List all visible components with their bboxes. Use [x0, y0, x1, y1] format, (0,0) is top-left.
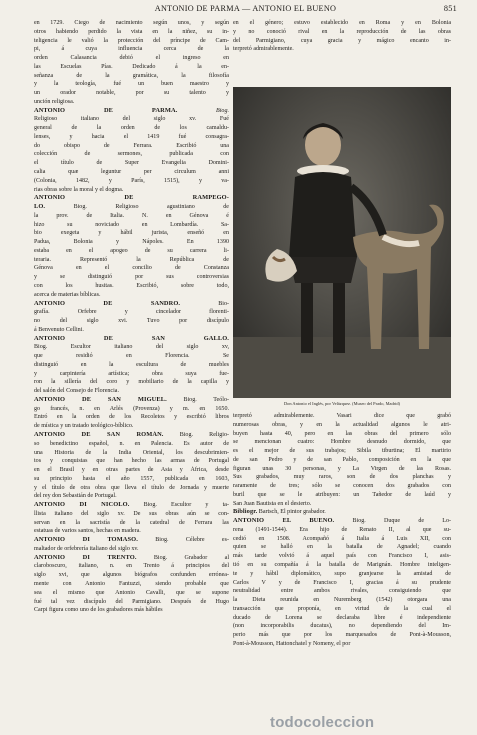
entry-text: Biog. Escultor y ta-: [129, 502, 229, 509]
text-line: [233, 596, 451, 605]
text-line: [34, 264, 229, 273]
text-line: [34, 150, 229, 159]
text-line: [233, 614, 451, 623]
text-line: [34, 107, 229, 116]
text-line: [34, 194, 229, 203]
entry-headword: ANTONIO DI NICOLO.: [34, 501, 130, 509]
text-line: [233, 37, 451, 46]
entry-text: terpretó admirablemente.: [233, 46, 294, 53]
entry-text: numerosas obras, y en la actualidad algunos le atri-: [233, 421, 451, 428]
entry-text: Pont-à-Mousson, Hattonchatel y Nomeny, el por: [233, 640, 351, 647]
text-line: [34, 186, 229, 195]
entry-text: Sus grabados, muy raros, son de dos planchas y: [233, 474, 451, 481]
text-line: [34, 37, 229, 46]
text-line: [34, 510, 229, 519]
entry-text: de san Pedro y de san Pablo, composición en la que: [233, 456, 451, 463]
entry-text: teraria. Representó la República de: [34, 256, 229, 263]
text-line: [34, 536, 229, 545]
text-line: [233, 421, 451, 430]
text-line: [34, 28, 229, 37]
text-line: [233, 631, 451, 640]
text-line: [34, 422, 229, 431]
entry-headword: ANTONIO DE PARMA.: [34, 106, 178, 114]
entry-text: Carlos V y de Francisco I, gracias á su prudente: [233, 579, 451, 586]
entry-headword: ANTONIO DE SAN MIGUEL.: [34, 395, 167, 403]
text-line: [34, 335, 229, 344]
text-line: [34, 370, 229, 379]
text-line: [34, 413, 229, 422]
entry-text: rias obras sobre la moral y el dogma.: [34, 186, 124, 193]
text-line: [233, 579, 451, 588]
text-line: [34, 554, 229, 563]
entry-text: Bio-: [180, 300, 229, 307]
entry-text: unción religiosa.: [34, 98, 75, 105]
text-line: [233, 465, 451, 474]
text-line: [34, 256, 229, 265]
text-line: [233, 552, 451, 561]
text-line: [34, 492, 229, 501]
entry-text: las Escuelas Pías. Dedicado á la en-: [34, 63, 229, 70]
entry-text: del rey don Sebastián de Portugal.: [34, 493, 117, 500]
entry-text: maltador de orfebrería italiano del siglo xv.: [34, 545, 139, 552]
entry-text: no del siglo xvi. Tuvo por discípulo: [34, 318, 229, 325]
entry-text: estaba en el apogeo de su carrera li-: [34, 247, 229, 254]
text-line: [34, 308, 229, 317]
entry-text: más tarde volvió á aquel país con Francisco I, asis-: [233, 553, 451, 560]
text-line: [233, 19, 451, 28]
text-line: [34, 291, 229, 300]
entry-headword: ANTONIO DE SAN ROMÁN.: [34, 430, 164, 438]
text-line: [34, 63, 229, 72]
text-line: [34, 387, 229, 396]
entry-headword: ANTONIO DE RAMPEGO-: [34, 194, 229, 202]
text-line: [34, 273, 229, 282]
entry-text: y carpintería artística; obra suya fue-: [34, 370, 229, 377]
text-line: [34, 606, 229, 615]
text-line: [233, 482, 451, 491]
text-line: [34, 142, 229, 151]
running-title: ANTONIO DE PARMA — ANTONIO EL BUENO: [154, 4, 337, 13]
text-line: [34, 247, 229, 256]
text-line: [233, 500, 451, 509]
entry-text: llista italiano del siglo xv. De sus obras aún se con-: [34, 510, 229, 517]
entry-headword: ANTONIO DI TRENTO.: [34, 553, 137, 561]
entry-text: en el Brasil y en otras partes de Asia y África, desde: [34, 467, 229, 474]
entry-text: Biog. Grabador al: [136, 554, 229, 561]
text-line: [34, 571, 229, 580]
entry-text: se mencionan cuatro: Hombre desnudo dormido, que: [233, 439, 451, 446]
entry-text: mente con Antonio Fantuzzi, siendo probable que: [34, 581, 229, 587]
entry-text: grafía. Orfebre y cincelador florenti-: [34, 309, 229, 316]
entry-text: una Historia de la India Oriental, los descubrimien-: [34, 449, 229, 456]
entry-headword: ANTONIO EL BUENO.: [233, 517, 335, 525]
text-line: [233, 543, 451, 552]
right-column-top: [233, 19, 451, 54]
text-line: [233, 508, 451, 517]
entry-text: fué tal vez discípulo del Parmigiano. Después de Hugo: [34, 598, 229, 605]
text-line: [34, 212, 229, 221]
entry-text: (non incorporabilis ducatus), no dependiendo del Im-: [233, 623, 451, 630]
entry-text: so benedictino español, n. en Palencia. Es autor de: [34, 440, 229, 447]
text-line: [34, 115, 229, 124]
entry-text: en el género; estuvo establecido en Roma y en Bolonia: [233, 20, 451, 26]
text-line: [233, 622, 451, 631]
entry-text: perio más que por los marquesados de Pont-à-Mousson,: [233, 632, 451, 639]
entry-text: Carpi figura como uno de los grabadores más hábiles: [34, 607, 163, 614]
plate-caption: Don Antonio el Inglés, por Velázquez. (Museo del Prado, Madrid): [283, 401, 400, 406]
text-line: [233, 45, 451, 54]
entry-text: colección de sermones, publicada con: [34, 151, 229, 158]
text-line: [233, 430, 451, 439]
entry-text: teligencia le valió la protección del príncipe de Cam-: [34, 37, 229, 44]
text-line: [233, 447, 451, 456]
text-line: [34, 405, 229, 414]
entry-headword: Bibliogr.: [233, 508, 258, 516]
entry-text: Biog. Escultor italiano del siglo xv,: [34, 344, 229, 351]
text-line: [233, 438, 451, 447]
entry-text: Padua, Bolonia y Nápoles. En 1390: [34, 239, 229, 246]
text-line: [34, 203, 229, 212]
text-line: [34, 300, 229, 309]
text-line: [34, 449, 229, 458]
entry-text: Entró en la orden de los Recoletos y escribió libros: [34, 414, 229, 421]
entry-text: tió en su compañía á la batalla de Marignán. Hombre inteligen-: [233, 562, 451, 569]
entry-text: á Benvenuto Cellini.: [34, 326, 84, 333]
text-line: [233, 491, 451, 500]
text-line: [34, 501, 229, 510]
entry-text: Biog. Célebre es-: [137, 537, 229, 544]
text-line: [34, 545, 229, 554]
text-line: [34, 124, 229, 133]
entry-text: terpretó admirablemente. Vasari dice que grabó: [233, 413, 451, 419]
entry-text: siglo xvi, que algunos biógrafos confunden errónea-: [34, 572, 229, 579]
text-line: [34, 466, 229, 475]
entry-text: de mística y un tratado teológico-bíblico.: [34, 423, 134, 430]
entry-text: y no conoció rival en la reproducción de las obras: [233, 28, 451, 35]
entry-text: distinguió en la escultura de muebles: [34, 361, 229, 368]
entry-text: do obispo de Ferrara. Escribió una: [34, 142, 229, 149]
text-line: [34, 527, 229, 536]
right-column-bottom: [233, 412, 451, 649]
entry-text: ron la sillería del coro y mobiliario de la capilla y: [34, 379, 229, 386]
entry-text: señanza de la gramática, la filosofía: [34, 72, 229, 79]
entry-text: quien se halló en la batalla de Agnadel; cuando: [233, 544, 451, 551]
text-line: [233, 535, 451, 544]
entry-text: Biog. Duque de Lo-: [334, 518, 451, 525]
portrait-illustration: [233, 87, 451, 398]
entry-text: pi, á cuya influencia cerca de la: [34, 46, 229, 53]
text-line: [233, 412, 451, 421]
entry-text: buril que se le atribuyen: un Tañedor de laúd y: [233, 491, 451, 498]
entry-text: (Colonia, 1482, y París, 1515), y va-: [34, 177, 229, 184]
entry-text: y la teología, fué un buen maestro y: [34, 81, 229, 88]
entry-text: del salón del Consejo de Florencia.: [34, 388, 119, 395]
text-line: [34, 98, 229, 107]
entry-text: con los husitas. Escribió, sobre todo,: [34, 282, 229, 289]
entry-text: hizo su noviciado en Lombardía. Sa-: [34, 221, 229, 228]
entry-text: transacción que proponía, en virtud de la cual el: [233, 605, 451, 612]
entry-text: go francés, n. en Arlés (Provenza) y m. en 1650.: [34, 405, 229, 412]
entry-text: calia quæ leguntur per circulum anni: [34, 169, 229, 176]
entry-text: la Dieta reunida en Nuremberg (1542) otorgara una: [233, 597, 451, 604]
entry-text: ducado de Lorena se declaraba libre é independiente: [233, 614, 451, 621]
entry-text: San Juan Bautista en el desierto.: [233, 500, 312, 507]
text-line: [233, 473, 451, 482]
text-line: [34, 475, 229, 484]
entry-text: Religioso italiano del siglo xv. Fué: [34, 116, 229, 123]
entry-text: claroboscuro, italiano, n. en Trento á principios del: [34, 563, 229, 570]
text-line: [34, 396, 229, 405]
text-line: [34, 282, 229, 291]
text-line: [233, 605, 451, 614]
left-column: [34, 19, 229, 615]
entry-text: raramente de tres; sólo se conocen dos grabados con: [233, 483, 451, 490]
text-line: [233, 517, 451, 526]
running-header: [34, 4, 457, 16]
text-line: [34, 598, 229, 607]
entry-text: rena (1491-1544). Era hijo de Renato II, al que su-: [233, 526, 451, 533]
text-line: [34, 229, 229, 238]
text-line: [34, 361, 229, 370]
entry-text: la prov. de Italia. N. en Génova é: [34, 212, 229, 219]
text-line: [233, 561, 451, 570]
entry-text: Biog. Teólo-: [166, 396, 229, 403]
entry-text: del Parmigiano, cuya gracia y mágico encanto in-: [233, 37, 451, 44]
text-line: [34, 89, 229, 98]
entry-text: neutralidad entre ambos rivales, consiguiendo que: [233, 588, 451, 595]
entry-text: estatuas de varios santos, hechas en madera.: [34, 528, 141, 535]
text-line: [34, 580, 229, 589]
entry-headword: ANTONIO DE SANDRO.: [34, 299, 181, 307]
text-line: [34, 343, 229, 352]
text-line: [34, 562, 229, 571]
entry-text: lenses, y hacia el 1419 fué consagra-: [34, 133, 229, 140]
text-line: [34, 352, 229, 361]
entry-text: Biog. Religio-: [163, 431, 229, 438]
entry-text: Biog. Religioso agustiniano de: [45, 204, 229, 211]
entry-text: Biog.: [177, 107, 229, 114]
page-number: 851: [443, 4, 457, 13]
entry-text: acerca de materias bíblicas.: [34, 291, 101, 298]
text-line: [233, 640, 451, 649]
entry-text: Bartsch, El pintor grabador.: [257, 509, 326, 516]
text-line: [34, 378, 229, 387]
text-line: [34, 238, 229, 247]
text-line: [233, 28, 451, 37]
entry-text: en 1729. Ciego de nacimiento según unos, y según: [34, 20, 229, 26]
text-line: [233, 587, 451, 596]
entry-text: y se distinguió por sus controversias: [34, 274, 229, 281]
entry-text: figuran unas 30 personas, y La Virgen de las Rosas.: [233, 465, 451, 472]
text-line: [34, 54, 229, 63]
entry-text: buyen hasta 40, pero en las obras del primero sólo: [233, 430, 451, 437]
entry-text: tos y conquistas que han hecho las armas de Portugal: [34, 458, 229, 465]
entry-text: servan en la sacristía de la catedral de Ferrara las: [34, 519, 229, 526]
text-line: [34, 159, 229, 168]
text-line: [34, 484, 229, 493]
entry-headword: ANTONIO DI TOMASO.: [34, 536, 138, 544]
entry-text: que residió en Florencia. Se: [34, 353, 229, 360]
text-line: [34, 177, 229, 186]
entry-text: orden Calasancia debió el ingreso en: [34, 55, 229, 62]
text-line: [233, 570, 451, 579]
entry-text: sea el mismo que Antonio Cavalli, que se supone: [34, 589, 229, 596]
text-line: [34, 440, 229, 449]
text-line: [34, 80, 229, 89]
text-line: [34, 168, 229, 177]
text-line: [34, 72, 229, 81]
text-line: [233, 456, 451, 465]
entry-text: cedió en 1508. Acompañó á Italia á Luis XII, con: [233, 535, 451, 542]
entry-text: otros habiendo perdido la vista en la niñez, su in-: [34, 28, 229, 35]
text-line: [233, 526, 451, 535]
text-line: [34, 221, 229, 230]
text-line: [34, 589, 229, 598]
text-line: [34, 431, 229, 440]
entry-text: bio exegeta y hábil jurista, enseñó en: [34, 230, 229, 237]
portrait-plate: [233, 87, 451, 398]
text-line: [34, 45, 229, 54]
entry-text: Génova en el concilio de Constanza: [34, 265, 229, 272]
text-line: [34, 19, 229, 28]
entry-text: un orador notable, por su talento y: [34, 90, 229, 97]
entry-text: el título de Super Evangelia Domini-: [34, 160, 229, 167]
text-line: [34, 317, 229, 326]
entry-text: general de la orden de los camaldu-: [34, 125, 229, 132]
entry-headword: LO.: [34, 203, 46, 211]
text-line: [34, 133, 229, 142]
text-line: [34, 457, 229, 466]
entry-text: es el mejor de sus trabajos; Sibila tiburtina; El martirio: [233, 448, 451, 455]
entry-text: y el título de otra obra que lleva el título de Jornada y muerte: [34, 484, 229, 491]
text-line: [34, 326, 229, 335]
text-line: [34, 519, 229, 528]
watermark-logo: todocoleccion: [270, 714, 375, 731]
entry-headword: ANTONIO DE SAN GALLO.: [34, 334, 229, 342]
entry-text: te y hábil diplomático, supo granjearse la amistad de: [233, 570, 451, 577]
entry-text: su principio hasta el año 1557, publicada en 1603,: [34, 475, 229, 482]
